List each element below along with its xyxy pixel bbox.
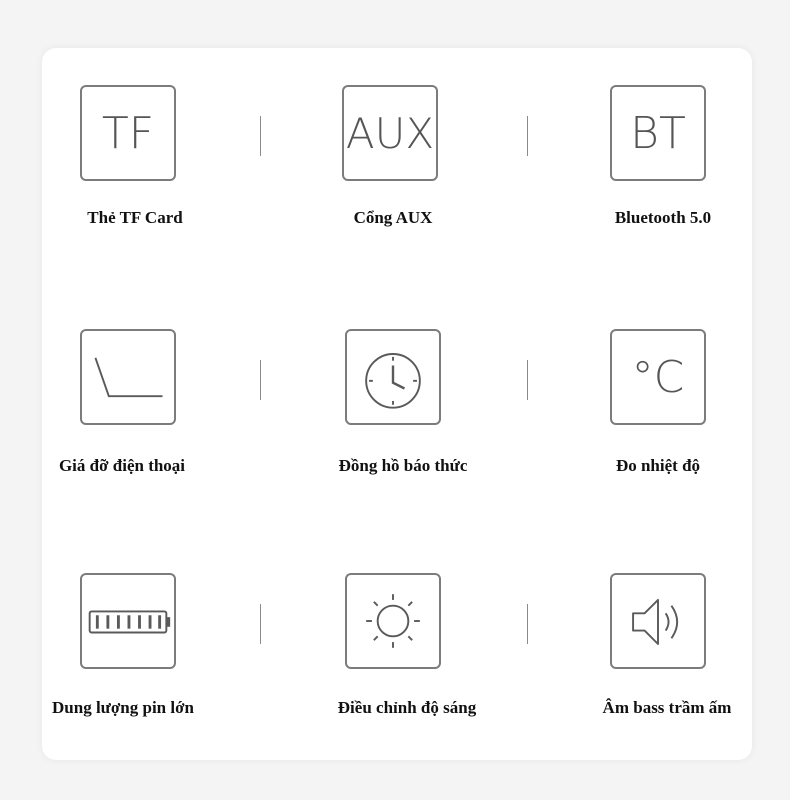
brightness-shape [347, 573, 439, 669]
thermometer-icon-text: °C [631, 351, 685, 403]
feature-label-clock: Đồng hồ báo thức [338, 456, 468, 475]
divider [527, 116, 528, 156]
feature-label-temperature: Đo nhiệt độ [615, 456, 701, 475]
feature-label-brightness: Điều chỉnh độ sáng [337, 698, 477, 717]
phone-stand-shape [82, 329, 174, 425]
battery-icon [80, 573, 176, 669]
bluetooth-icon [610, 85, 706, 181]
bluetooth-icon-text: BT [630, 107, 686, 159]
divider [527, 360, 528, 400]
divider [260, 360, 261, 400]
aux-port-icon [342, 85, 438, 181]
feature-label-aux: Cổng AUX [353, 208, 433, 227]
feature-label-bass: Âm bass trầm ấm [602, 698, 732, 717]
aux-port-icon-text: AUX [345, 108, 435, 158]
divider [527, 604, 528, 644]
feature-label-battery: Dung lượng pin lớn [52, 698, 194, 717]
clock-shape [347, 329, 439, 425]
clock-icon [345, 329, 441, 425]
brightness-icon [345, 573, 441, 669]
divider [260, 116, 261, 156]
speaker-icon [610, 573, 706, 669]
feature-label-tf-card: Thẻ TF Card [87, 208, 183, 227]
feature-label-phone-stand: Giá đỡ điện thoại [58, 456, 186, 475]
phone-stand-icon [80, 329, 176, 425]
thermometer-icon [610, 329, 706, 425]
feature-label-bluetooth: Bluetooth 5.0 [614, 208, 712, 227]
tf-card-icon [80, 85, 176, 181]
tf-card-icon-text: TF [101, 107, 155, 159]
speaker-shape [612, 573, 704, 669]
divider [260, 604, 261, 644]
battery-shape [82, 573, 174, 669]
